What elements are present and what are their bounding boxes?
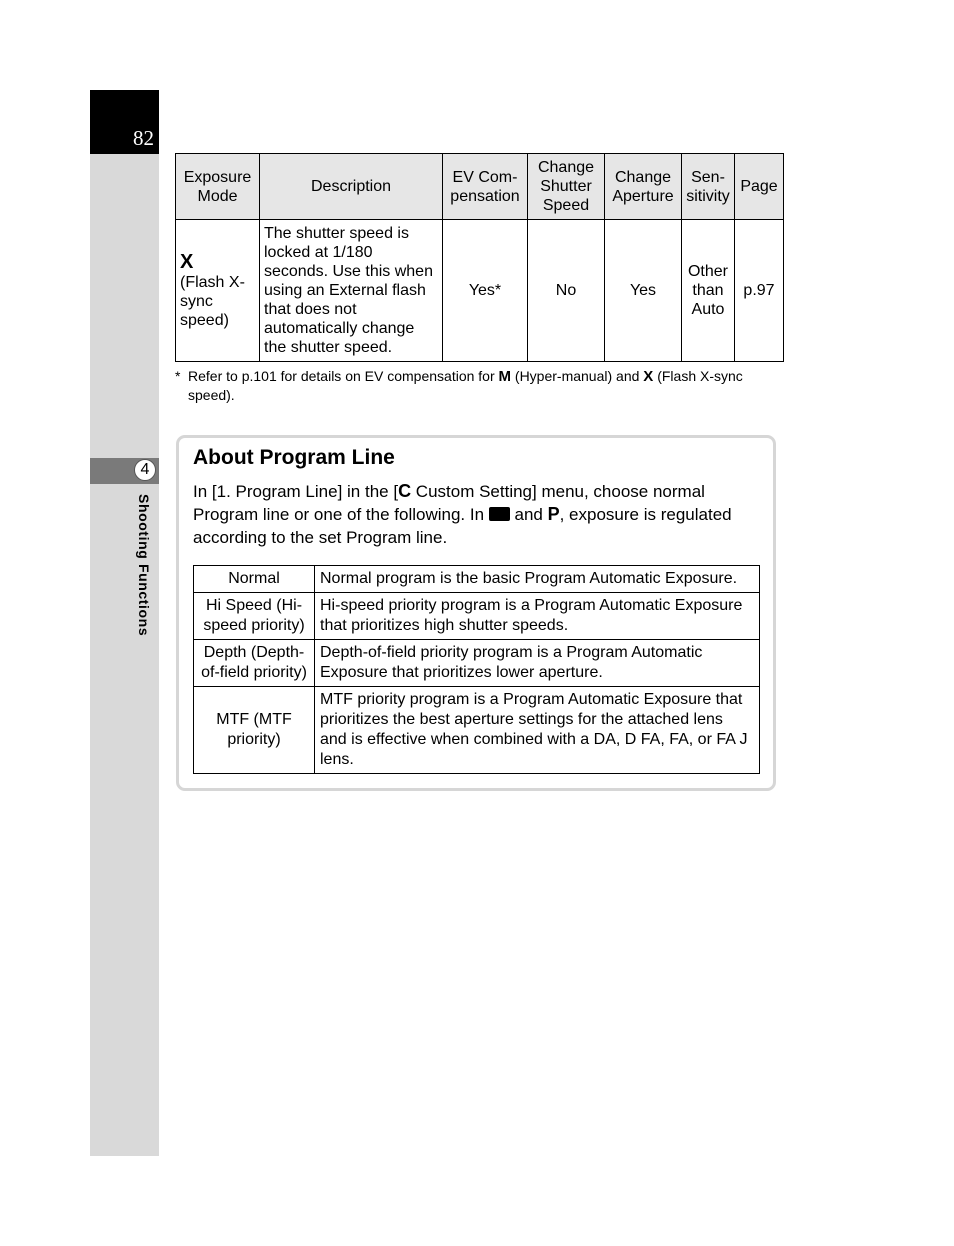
intro-text-1: In [1. Program Line] in the [	[193, 482, 399, 501]
intro-text-2: Custom Setting] menu, choose normal Program line or one of the following. In	[193, 482, 705, 524]
sensitivity-value: Other than Auto	[682, 220, 735, 362]
ev-value: Yes*	[443, 220, 528, 362]
program-line-table	[193, 565, 760, 774]
program-name: MTF (MTF priority)	[194, 687, 315, 774]
footnote-text-3: (Flash X-sync speed).	[188, 368, 743, 403]
intro-text-3: , exposure is regulated according to the set Program line.	[193, 505, 732, 547]
table-row	[194, 687, 760, 774]
program-desc: MTF priority program is a Program Automatic Exposure that prioritizes the best aperture settings for the attached lens and is effective when combined with a DA, D FA, FA, or FA J lens.	[315, 687, 760, 774]
page-number: 82	[133, 126, 154, 150]
page-number-box	[90, 90, 159, 154]
x-mode-icon-small: X	[643, 368, 654, 385]
mode-name: (Flash X-sync speed)	[180, 274, 245, 329]
table-row	[194, 640, 760, 687]
footnote-text-2: (Hyper-manual) and	[514, 368, 640, 384]
exposure-mode-table	[175, 153, 784, 362]
mode-cell	[176, 220, 260, 362]
auto-picture-icon	[489, 507, 510, 521]
program-line-intro	[193, 480, 763, 549]
intro-and: and	[509, 505, 548, 524]
page-ref[interactable]: p.97	[735, 220, 784, 362]
program-line-title: About Program Line	[193, 446, 395, 469]
program-desc: Depth-of-field priority program is a Program Automatic Exposure that prioritizes lower aperture.	[315, 640, 760, 687]
mode-description: The shutter speed is locked at 1/180 seconds. Use this when using an External flash that does not automatically change the shutter speed.	[260, 220, 443, 362]
program-desc: Hi-speed priority program is a Program Automatic Exposure that prioritizes high shutter speeds.	[315, 593, 760, 640]
header-exposure-mode: Exposure Mode	[176, 154, 260, 220]
x-mode-icon: X	[180, 251, 194, 273]
header-change-shutter-speed: Change Shutter Speed	[528, 154, 605, 220]
header-sensitivity: Sen-sitivity	[682, 154, 735, 220]
table-row	[194, 593, 760, 640]
chapter-number: 4	[134, 459, 156, 481]
header-ev-compensation: EV Com-pensation	[443, 154, 528, 220]
program-desc: Normal program is the basic Program Automatic Exposure.	[315, 566, 760, 593]
p-mode-icon: P	[547, 504, 560, 524]
aperture-value: Yes	[605, 220, 682, 362]
program-name: Depth (Depth-of-field priority)	[194, 640, 315, 687]
header-description: Description	[260, 154, 443, 220]
footnote	[175, 367, 787, 404]
custom-setting-icon: C	[398, 481, 412, 501]
program-name: Normal	[194, 566, 315, 593]
shutter-value: No	[528, 220, 605, 362]
program-name: Hi Speed (Hi-speed priority)	[194, 593, 315, 640]
header-change-aperture: Change Aperture	[605, 154, 682, 220]
table-header-row	[176, 154, 784, 220]
table-row	[176, 220, 784, 362]
m-mode-icon: M	[498, 368, 512, 385]
footnote-star: *	[175, 368, 181, 384]
table-row	[194, 566, 760, 593]
footnote-text-1: Refer to p.101 for details on EV compensation for	[188, 368, 495, 384]
chapter-label: Shooting Functions	[136, 494, 152, 637]
header-page: Page	[735, 154, 784, 220]
